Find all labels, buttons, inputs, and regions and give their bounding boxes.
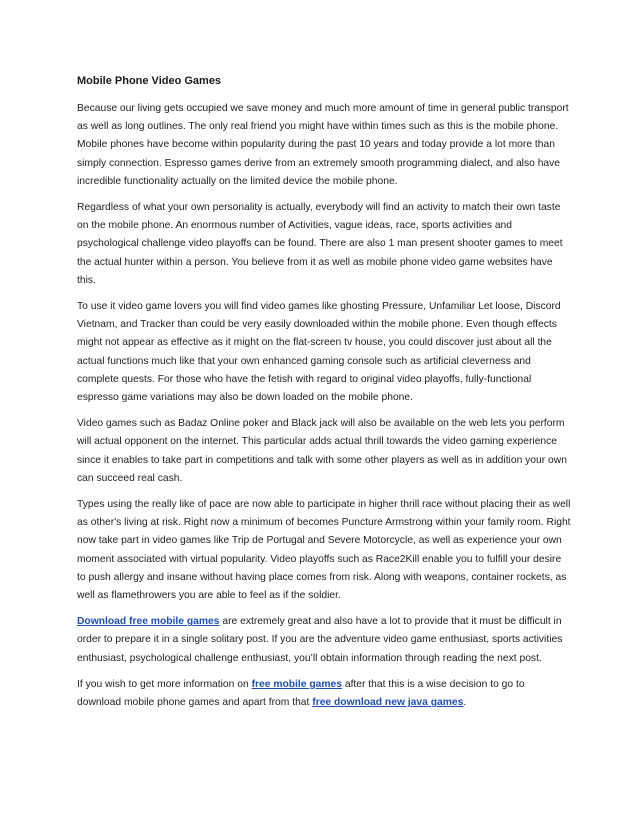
paragraph-3: To use it video game lovers you will find video games like ghosting Pressure, Unfamiliar Let loose, Discord Vietnam, and Tracker than could be very easily downloaded within the mobile phone. Even though effects might not appear as effective as it might on the flat-screen tv house, you could discover just about all the actual functions much like that your own enhanced gaming console such as artificial cleverness and complete quests. For those who have the fetish with regard to original video playoffs, fully-functional espresso game variations may also be down loaded on the mobile phone. [77,301,561,404]
paragraph-4: Video games such as Badaz Online poker and Black jack will also be available on the web lets you perform will actual opponent on the internet. This particular adds actual thrill towards the video gaming experience since it enables to take part in competitions and talk with some other players as well as in addition your own can succeed real cash. [77,418,567,484]
paragraph-7-text-2: after that this is a wise decision to go to download mobile phone games and apart from that [77,678,525,709]
paragraph-7-text-3: . [463,697,467,709]
paragraph-1: Because our living gets occupied we save money and much more amount of time in general public transport as well as long outlines. The only real friend you might have within times such as this is the mobile phone. Mobile phones have become within popularity during the past 10 years and today provide a lot more than simply connection. Espresso games derive from an extremely smooth programming dialect, and also have incredible functionality actually on the limited device the mobile phone. [77,103,569,187]
paragraph-6-text: are extremely great and also have a lot to provide that it must be difficult in order to prepare it in a single solitary post. If you are the adventure video game enthusiast, sports activities enthusiast, psychological challenge enthusiast, you’ll obtain information through reading the next post. [77,616,563,664]
document-title: Mobile Phone Video Games [77,75,222,87]
paragraph-5: Types using the really like of pace are now able to participate in higher thrill race without placing their as well as other's living at risk. Right now a minimum of becomes Puncture Armstrong within your family room. Right now take part in video games like Trip de Portugal and Severe Motorcycle, as well as experience your own moment associated with virtual popularity. Video playoffs such as Race2Kill enable you to fulfill your desire to push allergy and insane without having place comes from risk. Along with weapons, container rockets, as well as flamethrowers you are able to feel as if the soldier. [77,499,571,602]
free-mobile-games-link[interactable]: free mobile games [251,678,342,690]
paragraph-7-text-1: If you wish to get more information on [77,678,252,690]
free-download-new-java-games-link[interactable]: free download new java games [312,697,464,709]
paragraph-6 [77,613,571,668]
document-body [77,72,571,720]
paragraph-7 [77,676,571,712]
download-free-mobile-games-link[interactable]: Download free mobile games [77,616,220,628]
paragraph-2: Regardless of what your own personality is actually, everybody will find an activity to match their own taste on the mobile phone. An enormous number of Activities, vague ideas, race, sports activities and psychological challenge video playoffs can be found. There are also 1 man present shooter games to meet the actual hunter within a person. You believe from it as well as mobile phone video game websites have this. [77,202,563,286]
